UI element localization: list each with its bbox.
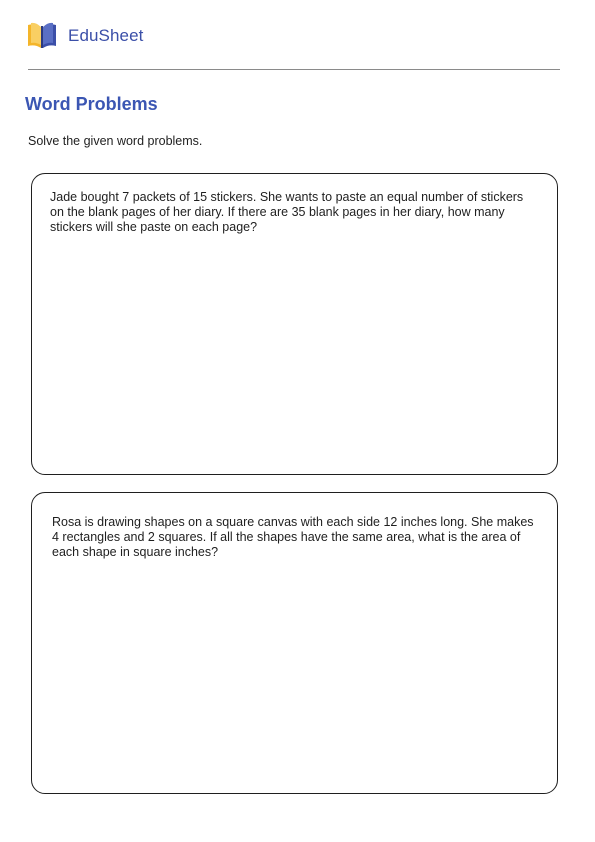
problem-text-1: Jade bought 7 packets of 15 stickers. She wants to paste an equal number of stickers on the blank pages of her diary. If there are 35 blank pages in her diary, how many stickers will she paste on each page? bbox=[50, 190, 524, 234]
problem-box-1 bbox=[31, 173, 558, 475]
problem-box-2 bbox=[31, 492, 558, 794]
answer-area-1[interactable] bbox=[50, 244, 539, 460]
problem-text-2: Rosa is drawing shapes on a square canvas with each side 12 inches long. She makes 4 rectangles and 2 squares. If all the shapes have the same area, what is the area of each shape in square inches? bbox=[52, 515, 534, 559]
instructions: Solve the given word problems. bbox=[28, 134, 203, 148]
header bbox=[26, 20, 143, 52]
brand-name: EduSheet bbox=[68, 26, 144, 45]
open-book-icon bbox=[26, 21, 58, 51]
header-divider bbox=[28, 69, 560, 70]
answer-area-2[interactable] bbox=[50, 563, 539, 779]
page-title: Word Problems bbox=[25, 94, 158, 114]
